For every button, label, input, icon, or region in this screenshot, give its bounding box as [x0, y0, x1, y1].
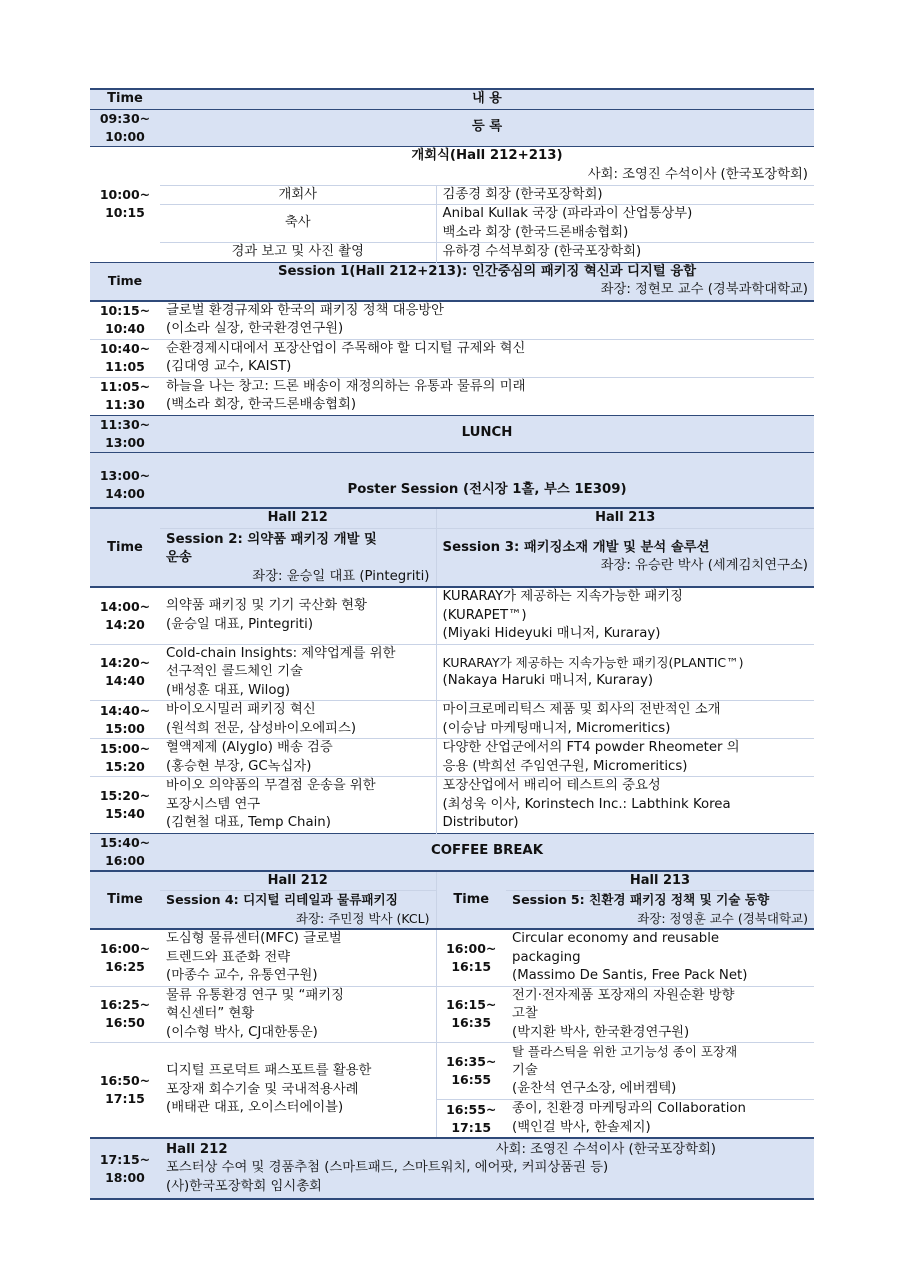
session5-title: Session 5: 친환경 패키징 정책 및 기술 동향	[512, 892, 770, 907]
block3-time-label-right: Time	[436, 872, 506, 930]
poster-label: Poster Session (전시장 1홀, 부스 1E309)	[160, 452, 814, 508]
s4-talk-line: 트렌드와 표준화 전략	[166, 949, 291, 965]
s3-talk-line: (최성욱 이사, Korinstech Inc.: Labthink Korea	[442, 796, 731, 812]
closing-hall: Hall 212	[166, 1141, 228, 1157]
talk-time-start: 11:05~	[99, 379, 151, 394]
s3-talk-line: (Nakaya Haruki 매니저, Kuraray)	[442, 673, 654, 689]
opening-item-label: 축사	[284, 215, 311, 231]
opening-item-person: 백소라 회장 (한국드론배송협회)	[442, 224, 629, 240]
s4-time-start: 16:25~	[99, 997, 151, 1013]
s5-talk-line: 종이, 친환경 마케팅과의 Collaboration	[512, 1101, 746, 1116]
block2-time-label: Time	[90, 508, 160, 587]
s4-talk-line: 도심형 물류센터(MFC) 글로벌	[166, 931, 342, 946]
closing-time-start: 17:15~	[99, 1151, 151, 1167]
opening-item-person: Anibal Kullak 국장 (파라과이 산업통상부)	[442, 206, 693, 221]
program-schedule	[90, 88, 814, 1200]
talk-speaker: (백소라 회장, 한국드론배송협회)	[166, 397, 357, 412]
block3-hall-row	[90, 872, 814, 891]
talk-time-end: 11:05	[105, 359, 145, 374]
block3-hall-213: Hall 213	[506, 872, 814, 891]
s5-talk-line: 탈 플라스틱을 위한 고기능성 종이 포장재	[512, 1044, 738, 1060]
coffee-time-start: 15:40~	[99, 834, 151, 850]
lunch-time-end: 13:00	[105, 434, 145, 450]
opening-item-person: 유하경 수석부회장 (한국포장학회)	[436, 243, 814, 263]
s3-talk-line: KURARAY가 제공하는 지속가능한 패키징	[442, 589, 683, 604]
block2-hall-row	[90, 508, 814, 528]
coffee-label: COFFEE BREAK	[160, 833, 814, 871]
s4-time-end: 16:50	[105, 1015, 145, 1031]
closing-item: 포스터상 수여 및 경품추첨 (스마트패드, 스마트워치, 에어팟, 커피상품권 등)	[166, 1160, 609, 1176]
registration-time-end: 10:00	[105, 128, 145, 144]
talk-speaker: (이소라 실장, 한국환경연구원)	[166, 321, 344, 336]
closing-host: 사회: 조영진 수석이사 (한국포장학회)	[495, 1141, 716, 1157]
poster-time-start: 13:00~	[99, 468, 151, 483]
block3-hall-212: Hall 212	[160, 872, 436, 891]
s4-talk-line: 혁신센터” 현황	[166, 1006, 255, 1021]
block3-time-row	[90, 929, 814, 986]
s3-talk-line: (이승남 마케팅매니저, Micromeritics)	[442, 720, 671, 736]
talk-time-start: 15:00~	[99, 740, 151, 756]
hall-212-label: Hall 212	[160, 508, 436, 528]
block2-talk-row	[90, 701, 814, 739]
talk-time-end: 11:30	[105, 397, 145, 412]
opening-item-label: 개회사	[278, 186, 318, 202]
s2-talk-line: (홍승현 부장, GC녹십자)	[166, 758, 312, 774]
s4-talk-line: 물류 유통환경 연구 및 “패키징	[166, 987, 344, 1003]
block2-talk-row	[90, 777, 814, 834]
block2-talk-row	[90, 587, 814, 644]
talk-speaker: (김대영 교수, KAIST)	[166, 359, 292, 374]
talk-time-end: 10:40	[105, 321, 145, 336]
s2-talk-line: (배성훈 대표, Wilog)	[166, 682, 291, 698]
closing-head	[166, 1141, 808, 1160]
s2-talk-line: 바이오 의약품의 무결점 운송을 위한	[166, 778, 376, 793]
schedule-table	[90, 88, 814, 1200]
s4-talk-line: (마종수 교수, 유통연구원)	[166, 968, 318, 983]
block3-time-label-left: Time	[90, 872, 160, 930]
talk-time-start: 14:20~	[99, 655, 151, 671]
block2-talk-row	[90, 644, 814, 701]
block2-talk-row	[90, 739, 814, 777]
lunch-row	[90, 415, 814, 452]
s5-talk-line: (Massimo De Santis, Free Pack Net)	[512, 968, 748, 983]
opening-time-start: 10:00~	[99, 187, 151, 202]
s5-time-start: 16:00~	[446, 940, 497, 956]
block3-time-row	[90, 1043, 814, 1100]
table-header	[90, 89, 814, 109]
talk-title: 순환경제시대에서 포장산업이 주목해야 할 디지털 규제와 혁신	[166, 340, 526, 356]
s5-talk-line: (백인걸 박사, 한솔제지)	[512, 1119, 651, 1135]
s2-talk-line: (윤승일 대표, Pintegriti)	[166, 616, 314, 632]
s2-talk-line: 혈액제제 (Alyglo) 배송 검증	[166, 740, 333, 755]
opening-item-row	[90, 205, 814, 243]
s5-time-start: 16:55~	[446, 1101, 497, 1117]
s4-talk-line: 디지털 프로덕트 패스포트를 활용한	[166, 1063, 372, 1079]
talk-time-start: 10:15~	[99, 303, 151, 318]
lunch-label: LUNCH	[160, 415, 814, 452]
s5-time-end: 17:15	[451, 1119, 492, 1135]
s4-talk-line: 포장재 회수기술 및 국내적용사례	[166, 1081, 359, 1097]
coffee-time-end: 16:00	[105, 852, 145, 868]
s5-time-end: 16:15	[451, 958, 492, 974]
block2-session-row	[90, 528, 814, 587]
s4-talk-line: (배태관 대표, 오이스터에이블)	[166, 1100, 344, 1116]
registration-time-start: 09:30~	[99, 110, 151, 126]
block3-table	[90, 872, 814, 1140]
s5-time-start: 16:15~	[446, 997, 497, 1013]
opening-time-end: 10:15	[105, 205, 145, 220]
talk-title: 하늘을 나는 창고: 드론 배송이 재정의하는 유통과 물류의 미래	[166, 378, 526, 394]
registration-label: 등 록	[160, 109, 814, 146]
session1-chair: 좌장: 정현모 교수 (경북과학대학교)	[600, 282, 808, 297]
poster-row	[90, 452, 814, 508]
talk-time-start: 14:40~	[99, 702, 151, 718]
session2-title-line: Session 2: 의약품 패키징 개발 및	[166, 531, 377, 547]
s2-talk-line: (원석희 전문, 삼성바이오에피스)	[166, 720, 357, 736]
s4-time-end: 16:25	[105, 958, 145, 974]
s5-talk-line: (윤찬석 연구소장, 에버켐텍)	[512, 1081, 677, 1097]
session4-title: Session 4: 디지털 리테일과 물류패키징	[166, 892, 398, 907]
s3-talk-line: 마이크로메리틱스 제품 및 회사의 전반적인 소개	[442, 702, 721, 717]
session2-chair: 좌장: 윤승일 대표 (Pintegriti)	[252, 568, 430, 584]
talk-time-start: 14:00~	[99, 598, 151, 614]
s5-talk-line: packaging	[512, 949, 581, 965]
s2-talk-line: 포장시스템 연구	[166, 796, 261, 812]
talk-time-end: 14:40	[105, 673, 145, 689]
talk-time-end: 14:20	[105, 616, 145, 632]
hall-213-label: Hall 213	[436, 508, 814, 528]
closing-row	[90, 1139, 814, 1199]
session3-chair: 좌장: 유승란 박사 (세계김치연구소)	[600, 558, 808, 574]
talk-time-end: 15:00	[105, 720, 145, 736]
block3-time-row	[90, 986, 814, 1043]
s5-talk-line: Circular economy and reusable	[512, 931, 720, 946]
talk-time-start: 15:20~	[99, 787, 151, 803]
lunch-time-start: 11:30~	[99, 416, 151, 432]
opening-item-label: 경과 보고 및 사진 촬영	[231, 244, 364, 259]
block3-row	[90, 871, 814, 1140]
opening-title: 개회식(Hall 212+213)	[411, 147, 563, 163]
s2-talk-line: Cold-chain Insights: 제약업계를 위한	[166, 645, 396, 661]
poster-time-end: 14:00	[105, 486, 145, 501]
session1-talk-row	[90, 377, 814, 415]
opening-host: 사회: 조영진 수석이사 (한국포장학회)	[587, 166, 808, 182]
header-time: Time	[90, 89, 160, 109]
s3-talk-line: KURARAY가 제공하는 지속가능한 패키징(PLANTIC™)	[442, 654, 744, 670]
s2-talk-line: 선구적인 콜드체인 기술	[166, 664, 303, 679]
s5-time-end: 16:55	[451, 1072, 492, 1087]
s5-talk-line: 전기·전자제품 포장재의 자원순환 방향	[512, 987, 735, 1003]
s5-talk-line: 기술	[512, 1062, 538, 1078]
s5-time-end: 16:35	[451, 1015, 492, 1031]
coffee-row	[90, 833, 814, 871]
opening-title-row	[90, 146, 814, 165]
opening-item-row	[90, 243, 814, 263]
session5-chair: 좌장: 정영훈 교수 (경북대학교)	[637, 910, 808, 926]
opening-host-row	[90, 165, 814, 185]
s4-time-end: 17:15	[105, 1091, 145, 1106]
s5-time-start: 16:35~	[446, 1054, 497, 1069]
opening-item-person: 김종경 회장 (한국포장학회)	[436, 185, 814, 205]
talk-title: 글로벌 환경규제와 한국의 패키징 정책 대응방안	[166, 302, 445, 318]
s4-time-start: 16:00~	[99, 940, 151, 956]
session1-header-row	[90, 262, 814, 301]
session3-title: Session 3: 패키징소재 개발 및 분석 솔루션	[442, 539, 710, 555]
session1-title: Session 1(Hall 212+213): 인간중심의 패키징 혁신과 디지털 융합	[277, 263, 697, 279]
s3-talk-line: Distributor)	[442, 815, 519, 830]
session1-talk-row	[90, 339, 814, 377]
s4-time-start: 16:50~	[99, 1073, 151, 1088]
s3-talk-line: 포장산업에서 배리어 테스트의 중요성	[442, 778, 661, 793]
s5-talk-line: (박지환 박사, 한국환경연구원)	[512, 1024, 690, 1040]
s2-talk-line: (김현철 대표, Temp Chain)	[166, 815, 331, 830]
closing-time-end: 18:00	[105, 1169, 145, 1185]
s3-talk-line: 다양한 산업군에서의 FT4 powder Rheometer 의	[442, 740, 740, 755]
s2-talk-line: 바이오시밀러 패키징 혁신	[166, 702, 316, 717]
talk-time-end: 15:20	[105, 758, 145, 774]
session1-talk-row	[90, 301, 814, 340]
s2-talk-line: 의약품 패키징 및 기기 국산화 현황	[166, 598, 367, 614]
header-content: 내 용	[160, 89, 814, 109]
closing-item: (사)한국포장학회 임시총회	[166, 1178, 322, 1194]
session2-title-line: 운송	[166, 550, 192, 565]
s3-talk-line: (KURAPET™)	[442, 607, 527, 623]
talk-time-start: 10:40~	[99, 341, 151, 356]
session1-time-label: Time	[90, 262, 160, 301]
s3-talk-line: 응용 (박희선 주임연구원, Micromeritics)	[442, 758, 688, 774]
s4-talk-line: (이수형 박사, CJ대한통운)	[166, 1024, 318, 1040]
talk-time-end: 15:40	[105, 805, 145, 821]
opening-item-row	[90, 185, 814, 205]
registration-row	[90, 109, 814, 146]
s3-talk-line: (Miyaki Hideyuki 매니저, Kuraray)	[442, 626, 661, 641]
session4-chair: 좌장: 주민정 박사 (KCL)	[295, 910, 430, 926]
s5-talk-line: 고찰	[512, 1006, 538, 1021]
